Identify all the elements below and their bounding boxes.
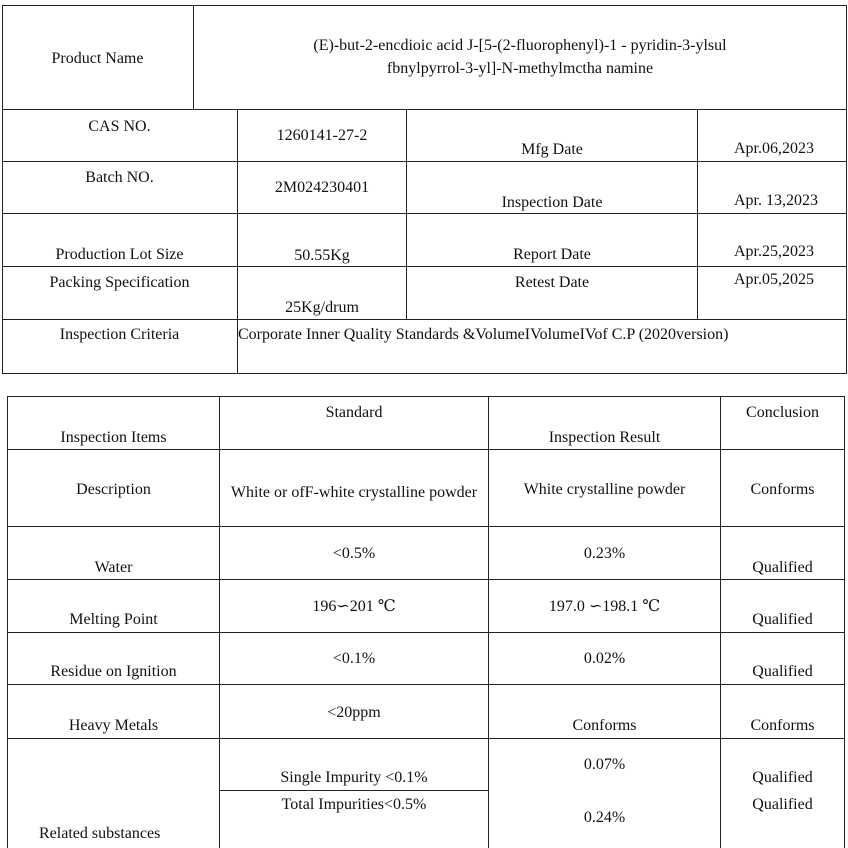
total-impurities-standard: Total Impurities<0.5% (281, 796, 427, 813)
row-result: 197.0 ∽198.1 ℃ (548, 598, 661, 615)
single-impurity-conclusion: Qualified (752, 769, 813, 786)
product-name-value-line2: fbnylpyrrol-3-yl]-N-methylmctha namine (386, 60, 654, 77)
packing-value: 25Kg/drum (285, 299, 359, 316)
cas-value: 1260141-27-2 (276, 127, 368, 144)
row-item: Related substances (39, 825, 161, 842)
row-item: Melting Point (69, 611, 158, 628)
report-date-label: Report Date (513, 246, 591, 263)
row-result: White crystalline powder (523, 481, 686, 498)
product-name-label: Product Name (51, 50, 144, 67)
row-standard: <0.5% (332, 545, 376, 562)
row-result: Conforms (572, 717, 637, 734)
total-impurities-conclusion: Qualified (752, 796, 813, 813)
mfg-date-label: Mfg Date (521, 141, 583, 158)
retest-date-label: Retest Date (514, 274, 590, 291)
row-result: 0.02% (583, 650, 626, 667)
row-standard: White or ofF-white crystalline powder (230, 484, 478, 501)
row-standard: 196∽201 ℃ (312, 598, 396, 615)
product-name-value-line1: (E)-but-2-encdioic acid J-[5-(2-fluorophenyl)-1 - pyridin-3-ylsul (313, 37, 727, 54)
inspection-date-label: Inspection Date (501, 194, 603, 211)
row-item: Heavy Metals (68, 717, 159, 734)
lot-size-label: Production Lot Size (55, 246, 184, 263)
inspection-date-value: Apr. 13,2023 (734, 192, 818, 209)
row-item: Water (94, 559, 133, 576)
retest-date-value: Apr.05,2025 (734, 271, 814, 288)
col-inspection-result: Inspection Result (548, 429, 661, 446)
col-inspection-items: Inspection Items (60, 429, 167, 446)
row-item: Residue on Ignition (50, 663, 177, 680)
row-standard: <0.1% (332, 650, 376, 667)
row-conclusion: Qualified (752, 663, 813, 680)
lot-size-value: 50.55Kg (294, 247, 350, 264)
batch-label: Batch NO. (85, 169, 154, 186)
row-conclusion: Conforms (750, 717, 815, 734)
total-impurities-result: 0.24% (583, 809, 626, 826)
mfg-date-value: Apr.06,2023 (734, 140, 814, 157)
criteria-value: Corporate Inner Quality Standards &VolumeIVolumeIVof C.P (2020version) (238, 326, 729, 343)
row-conclusion: Qualified (752, 611, 813, 628)
row-item: Description (76, 481, 151, 498)
row-conclusion: Conforms (750, 481, 815, 498)
col-standard: Standard (325, 404, 383, 421)
col-conclusion: Conclusion (746, 404, 819, 421)
batch-value: 2M024230401 (274, 179, 370, 196)
row-standard: <20ppm (327, 704, 381, 721)
single-impurity-result: 0.07% (583, 756, 626, 773)
packing-label: Packing Specification (49, 274, 190, 291)
row-conclusion: Qualified (752, 559, 813, 576)
report-date-value: Apr.25,2023 (734, 243, 814, 260)
criteria-label: Inspection Criteria (59, 326, 180, 343)
cas-label: CAS NO. (88, 118, 151, 135)
single-impurity-standard: Single Impurity <0.1% (280, 769, 428, 786)
row-result: 0.23% (583, 545, 626, 562)
